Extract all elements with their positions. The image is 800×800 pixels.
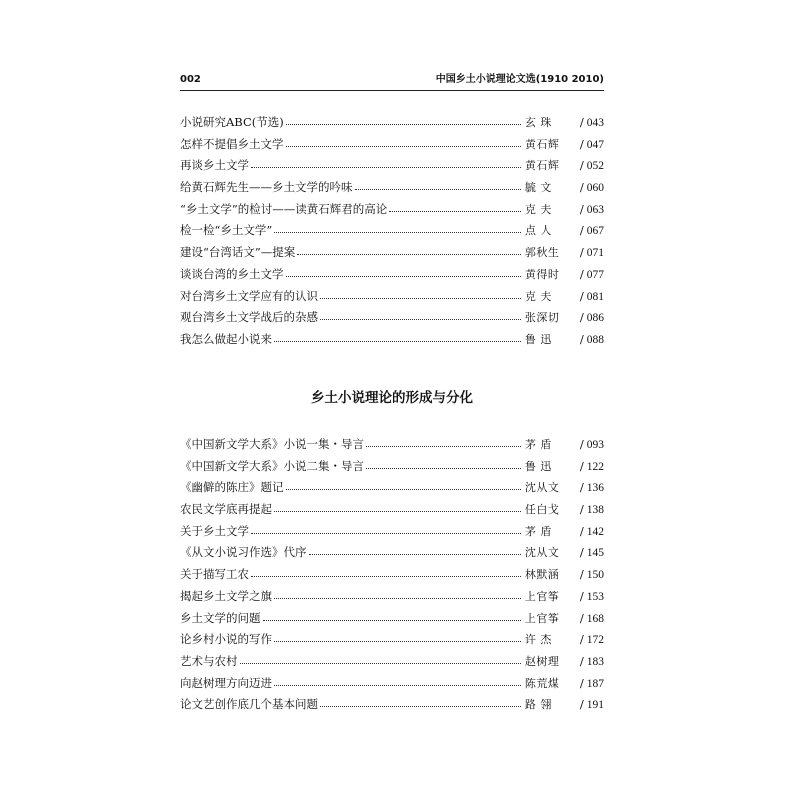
entry-title: 关于描写工农	[180, 567, 249, 582]
entry-title: 乡土文学的问题	[180, 610, 261, 625]
separator-slash: /	[579, 632, 584, 647]
entry-author: 赵树理	[524, 654, 560, 668]
toc-entry[interactable]	[180, 675, 604, 697]
toc-entry[interactable]	[180, 501, 604, 523]
dot-leader	[366, 436, 521, 447]
toc-entry[interactable]	[180, 222, 604, 244]
entry-title: 论文艺创作底几个基本问题	[180, 697, 318, 712]
separator-slash: /	[579, 437, 584, 451]
toc-entry[interactable]	[180, 157, 604, 179]
entry-author: 克 夫	[524, 289, 552, 303]
entry-author: 黄石辉	[524, 159, 560, 173]
entry-author: 黄石辉	[524, 137, 560, 151]
separator-slash: /	[579, 223, 584, 238]
book-title: 中国乡土小说理论文选(1910 2010)	[435, 74, 604, 85]
separator-slash: /	[579, 136, 584, 151]
toc-entry[interactable]	[180, 136, 604, 158]
dot-leader	[366, 458, 521, 469]
dot-leader	[389, 201, 521, 212]
entry-page: 183	[586, 655, 604, 668]
toc-list-part1	[180, 114, 604, 353]
entry-title: 《从文小说习作选》代序	[180, 545, 307, 560]
toc-entry[interactable]	[180, 696, 604, 718]
dot-leader	[320, 288, 521, 299]
entry-page: 067	[586, 225, 604, 238]
entry-title: 再谈乡土文学	[180, 158, 249, 173]
toc-entry[interactable]	[180, 266, 604, 288]
separator-slash: /	[579, 653, 584, 668]
entry-page: 122	[586, 460, 604, 473]
entry-title: 《中国新文学大系》小说二集・导言	[180, 458, 364, 473]
section-heading: 乡土小说理论的形成与分化	[311, 390, 473, 406]
toc-entry[interactable]	[180, 458, 604, 480]
separator-slash: /	[579, 331, 584, 346]
entry-author: 路 翎	[524, 698, 552, 712]
toc-entry[interactable]	[180, 114, 604, 136]
dot-leader	[251, 523, 521, 534]
dot-leader	[286, 136, 521, 147]
toc-entry[interactable]	[180, 288, 604, 310]
toc-entry[interactable]	[180, 653, 604, 675]
entry-author: 郭秋生	[524, 246, 560, 260]
entry-author: 克 夫	[524, 202, 552, 216]
dot-leader	[274, 501, 521, 512]
toc-entry[interactable]	[180, 309, 604, 331]
entry-page: 081	[586, 290, 604, 303]
entry-author: 任白戈	[524, 503, 560, 517]
entry-page: 142	[586, 525, 604, 538]
separator-slash: /	[579, 245, 584, 260]
toc-entry[interactable]	[180, 544, 604, 566]
entry-title: 关于乡土文学	[180, 523, 249, 538]
separator-slash: /	[579, 675, 584, 690]
entry-title: 检一检“乡土文学”	[180, 223, 273, 238]
toc-entry[interactable]	[180, 610, 604, 632]
separator-slash: /	[579, 201, 584, 216]
entry-author: 林默涵	[524, 568, 560, 582]
entry-author: 上官筝	[524, 611, 560, 625]
separator-slash: /	[579, 610, 584, 625]
entry-author: 鲁 迅	[524, 459, 552, 473]
separator-slash: /	[579, 266, 584, 281]
dot-leader	[240, 653, 521, 664]
separator-slash: /	[579, 523, 584, 538]
separator-slash: /	[579, 480, 584, 495]
entry-title: 谈谈台湾的乡土文学	[180, 266, 284, 281]
entry-title: 艺术与农村	[180, 653, 238, 668]
entry-title: 观台湾乡土文学战后的杂感	[180, 310, 318, 325]
separator-slash: /	[579, 310, 584, 325]
separator-slash: /	[579, 115, 584, 129]
dot-leader	[274, 222, 521, 233]
entry-author: 陈荒煤	[524, 676, 560, 690]
entry-title: 对台湾乡土文学应有的认识	[180, 288, 318, 303]
separator-slash: /	[579, 180, 584, 195]
toc-entry[interactable]	[180, 588, 604, 610]
entry-page: 138	[586, 504, 604, 517]
toc-entry[interactable]	[180, 244, 604, 266]
entry-author: 沈从文	[524, 481, 560, 495]
entry-author: 玄 珠	[524, 116, 552, 129]
toc-entry[interactable]	[180, 566, 604, 588]
entry-page: 168	[586, 612, 604, 625]
entry-title: 建设“台湾话文”—提案	[180, 245, 296, 260]
entry-page: 063	[586, 203, 604, 216]
toc-entry[interactable]	[180, 436, 604, 458]
entry-title: 揭起乡土文学之旗	[180, 588, 272, 603]
entry-title: 《幽僻的陈庄》题记	[180, 480, 284, 495]
separator-slash: /	[579, 545, 584, 560]
entry-author: 毓 文	[524, 181, 552, 195]
entry-title: “乡土文学”的检讨——读黄石辉君的高论	[180, 201, 388, 216]
entry-page: 191	[586, 699, 604, 712]
separator-slash: /	[579, 588, 584, 603]
entry-page: 086	[586, 312, 604, 325]
entry-author: 茅 盾	[524, 438, 552, 451]
dot-leader	[286, 114, 521, 125]
separator-slash: /	[579, 697, 584, 712]
entry-title: 农民文学底再提起	[180, 502, 272, 517]
entry-page: 153	[586, 590, 604, 603]
entry-author: 黄得时	[524, 267, 560, 281]
entry-author: 沈从文	[524, 546, 560, 560]
entry-page: 088	[586, 333, 604, 346]
dot-leader	[309, 544, 521, 555]
entry-page: 052	[586, 160, 604, 173]
entry-title: 我怎么做起小说来	[180, 331, 272, 346]
entry-page: 060	[586, 182, 604, 195]
dot-leader	[320, 696, 521, 707]
entry-author: 茅 盾	[524, 524, 552, 538]
toc-entry[interactable]	[180, 179, 604, 201]
entry-page: 093	[586, 439, 604, 451]
entry-page: 071	[586, 247, 604, 260]
entry-author: 上官筝	[524, 589, 560, 603]
entry-author: 张深切	[524, 311, 560, 325]
dot-leader	[355, 179, 521, 190]
toc-entry[interactable]	[180, 523, 604, 545]
dot-leader	[274, 631, 521, 642]
running-header	[180, 72, 604, 91]
page-number: 002	[180, 74, 201, 85]
entry-page: 136	[586, 482, 604, 495]
entry-page: 043	[586, 117, 604, 129]
entry-author: 许 杰	[524, 633, 552, 647]
separator-slash: /	[579, 288, 584, 303]
toc-list-part2	[180, 436, 604, 718]
separator-slash: /	[579, 458, 584, 473]
separator-slash: /	[579, 502, 584, 517]
entry-title: 论乡村小说的写作	[180, 632, 272, 647]
dot-leader	[297, 244, 521, 255]
dot-leader	[251, 566, 521, 577]
separator-slash: /	[579, 567, 584, 582]
entry-author: 点 人	[524, 224, 552, 238]
dot-leader	[274, 588, 521, 599]
entry-page: 172	[586, 634, 604, 647]
entry-title: 给黄石辉先生——乡土文学的吟味	[180, 180, 353, 195]
toc-entry[interactable]	[180, 631, 604, 653]
entry-page: 047	[586, 138, 604, 151]
dot-leader	[286, 266, 521, 277]
entry-page: 187	[586, 677, 604, 690]
entry-author: 鲁 迅	[524, 332, 552, 346]
entry-title: 小说研究ABC(节选)	[180, 115, 284, 129]
toc-entry[interactable]	[180, 331, 604, 353]
entry-title: 怎样不提倡乡土文学	[180, 136, 284, 151]
dot-leader	[251, 157, 521, 168]
toc-entry[interactable]	[180, 201, 604, 223]
dot-leader	[286, 479, 521, 490]
dot-leader	[263, 610, 521, 621]
entry-page: 150	[586, 569, 604, 582]
separator-slash: /	[579, 158, 584, 173]
dot-leader	[320, 309, 521, 320]
toc-entry[interactable]	[180, 479, 604, 501]
dot-leader	[274, 331, 521, 342]
entry-title: 《中国新文学大系》小说一集・导言	[180, 437, 364, 451]
dot-leader	[274, 675, 521, 686]
entry-title: 向赵树理方向迈进	[180, 675, 272, 690]
entry-page: 145	[586, 547, 604, 560]
entry-page: 077	[586, 268, 604, 281]
